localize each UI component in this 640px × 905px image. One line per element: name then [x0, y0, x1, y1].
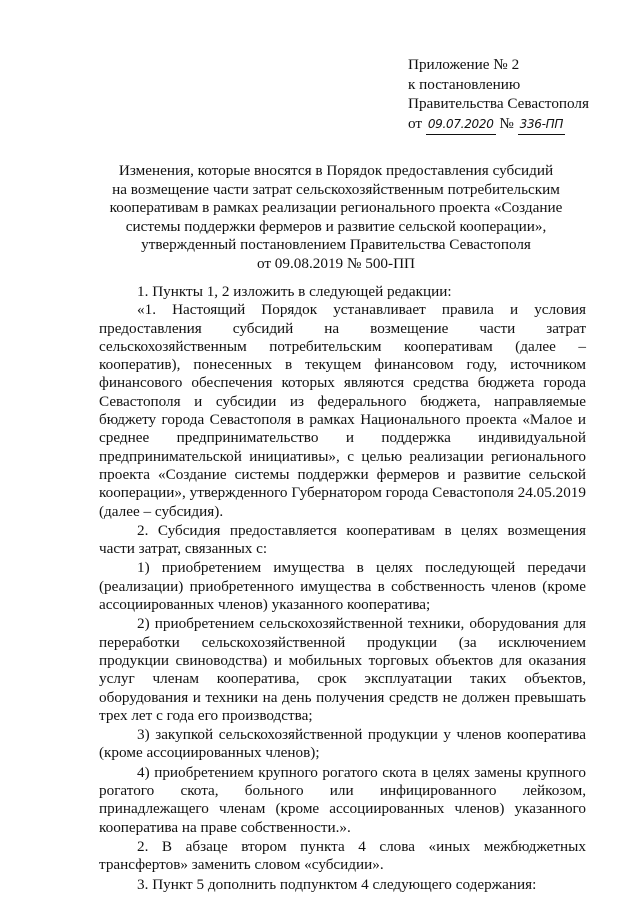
title-line: утвержденный постановлением Правительства Севастополя: [141, 236, 531, 254]
title-line: системы поддержки фермеров и развитие сельской кооперации»,: [125, 217, 547, 235]
title-line: кооперативам в рамках реализации регионального проекта «Создание: [109, 199, 563, 217]
paragraph-point-1: «1. Настоящий Порядок устанавливает правила и условия предоставления субсидий на возмещение части затрат сельскохозяйственным потребительским кооперативам (далее – кооператив), понесенных в текущем финансовом году, источником финансового обеспечения которых являются средства бюджета города Севастополя и субсидии из федерального бюджета, направляемые бюджету города Севастополя в рамках Национального проекта «Малое и среднее предпринимательство и поддержка индивидуальной предпринимательской инициативы», с целью реализации регионального проекта «Создание системы поддержки фермеров и развитие сельской кооперации», утвержденного Губернатором города Севастополя 24.05.2019 (далее – субсидия).: [99, 301, 586, 520]
handwritten-number: 336-ПП: [518, 115, 565, 136]
appendix-to-resolution: к постановлению: [408, 75, 521, 93]
title-line: Изменения, которые вносятся в Порядок предоставления субсидий: [118, 162, 554, 179]
document-body: [99, 283, 586, 894]
handwritten-date: 09.07.2020: [426, 115, 496, 136]
appendix-date-line: [408, 114, 589, 136]
paragraph-item-2: 2. В абзаце втором пункта 4 слова «иных межбюджетных трансфертов» заменить словом «субсидии».: [99, 837, 586, 874]
appendix-government: Правительства Севастополя: [408, 95, 589, 112]
title-line: от 09.08.2019 № 500-ПП: [256, 254, 416, 272]
paragraph-subpoint-2: 2) приобретением сельскохозяйственной техники, оборудования для переработки сельскохозяйственной продукции (за исключением продукции свиноводства) и мобильных торговых объектов для оказания услуг членам кооператива, срок эксплуатации таких объектов, оборудования и техники на день получения средств не должен превышать трех лет с года его производства;: [99, 615, 586, 724]
paragraph-subpoint-3: 3) закупкой сельскохозяйственной продукции у членов кооператива (кроме ассоциированных членов);: [99, 726, 586, 762]
date-prefix: от: [408, 114, 423, 132]
appendix-number: Приложение № 2: [408, 56, 520, 73]
paragraph-item-3: 3. Пункт 5 дополнить подпунктом 4 следующего содержания:: [137, 875, 537, 893]
paragraph-item-1: 1. Пункты 1, 2 изложить в следующей редакции:: [137, 283, 452, 300]
title-line: на возмещение части затрат сельскохозяйственным потребительским: [112, 180, 560, 198]
document-title: [92, 162, 580, 274]
paragraph-subpoint-1: 1) приобретением имущества в целях последующей передачи (реализации) приобретенного имущества в собственность членов (кроме ассоциированных членов) указанного кооператива;: [99, 559, 586, 614]
appendix-header: [408, 55, 589, 135]
number-prefix: №: [499, 114, 514, 132]
paragraph-subpoint-4: 4) приобретением крупного рогатого скота в целях замены крупного рогатого скота, больного или инфицированного лейкозом, принадлежащего членам (кроме ассоциированных членов) указанного кооператива на праве собственности.».: [99, 763, 586, 836]
paragraph-point-2: 2. Субсидия предоставляется кооперативам в целях возмещения части затрат, связанных с:: [99, 521, 586, 558]
